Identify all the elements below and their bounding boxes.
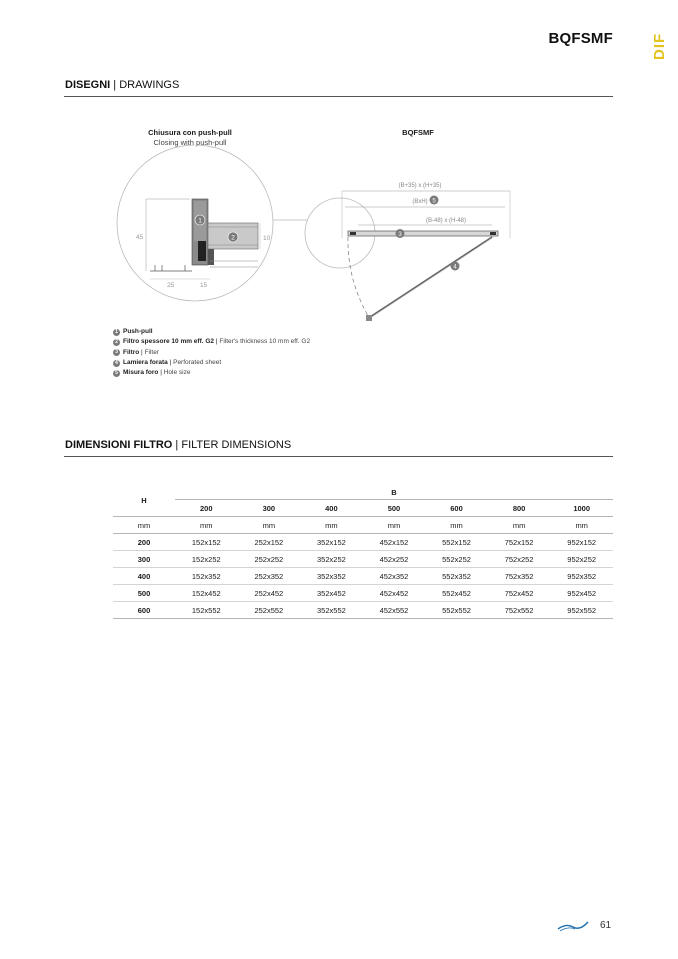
column-header: 500 xyxy=(363,500,426,517)
svg-text:5: 5 xyxy=(432,198,436,205)
column-header: 800 xyxy=(488,500,551,517)
unit-cell: mm xyxy=(425,517,488,534)
table-cell: 952x452 xyxy=(550,585,613,602)
row-h-value: 500 xyxy=(113,585,175,602)
legend-item-en: Filter xyxy=(144,348,160,356)
legend-item-it: Filtro spessore 10 mm eff. G2 xyxy=(123,338,215,346)
table-cell: 252x352 xyxy=(238,568,301,585)
legend-item: 5 Misura foro | Hole size xyxy=(113,368,310,378)
legend-badge: 4 xyxy=(113,360,120,367)
unit-cell: mm xyxy=(175,517,238,534)
table-cell: 152x152 xyxy=(175,534,238,551)
table-cell: 552x452 xyxy=(425,585,488,602)
table-cell: 352x352 xyxy=(300,568,363,585)
table-cell: 752x452 xyxy=(488,585,551,602)
unit-cell: mm xyxy=(300,517,363,534)
dimensions-heading-it: DIMENSIONI FILTRO xyxy=(65,439,173,451)
table-row xyxy=(113,534,613,551)
dim-inner2: (B-48) x (H-48) xyxy=(425,218,467,224)
table-row xyxy=(113,602,613,619)
row-h-value: 600 xyxy=(113,602,175,619)
unit-cell: mm xyxy=(113,517,175,534)
table-cell: 552x352 xyxy=(425,568,488,585)
svg-text:4: 4 xyxy=(453,264,457,271)
legend-item: 4 Lamiera forata | Perforated sheet xyxy=(113,358,310,368)
unit-cell: mm xyxy=(238,517,301,534)
table-cell: 452x452 xyxy=(363,585,426,602)
drawings-heading: DISEGNI | DRAWINGS xyxy=(65,79,180,91)
table-header-b-row xyxy=(113,485,613,500)
column-header: 1000 xyxy=(550,500,613,517)
detail-caption-en: Closing with push-pull xyxy=(153,138,227,147)
table-cell: 952x352 xyxy=(550,568,613,585)
table-cell: 252x252 xyxy=(238,551,301,568)
badge-1-icon xyxy=(195,215,205,225)
dim-15: 15 xyxy=(200,282,208,289)
table-cell: 952x252 xyxy=(550,551,613,568)
table-cell: 752x152 xyxy=(488,534,551,551)
badge-4-icon xyxy=(451,262,460,271)
dim-25: 25 xyxy=(167,282,175,289)
dim-outer: (B+35) x (H+35) xyxy=(398,183,442,189)
table-cell: 252x452 xyxy=(238,585,301,602)
svg-text:2: 2 xyxy=(231,234,235,242)
filter-dimensions-table xyxy=(113,485,613,619)
column-header: 600 xyxy=(425,500,488,517)
legend-item-it: Filtro xyxy=(123,348,140,356)
table-cell: 552x252 xyxy=(425,551,488,568)
unit-cell: mm xyxy=(550,517,613,534)
table-cell: 152x352 xyxy=(175,568,238,585)
legend-badge: 2 xyxy=(113,339,120,346)
dim-inner: (BxH) xyxy=(412,199,428,205)
table-cell: 352x552 xyxy=(300,602,363,619)
unit-row xyxy=(113,517,613,534)
table-cell: 452x352 xyxy=(363,568,426,585)
drawings-heading-en: DRAWINGS xyxy=(119,79,180,91)
row-h-value: 300 xyxy=(113,551,175,568)
table-row xyxy=(113,551,613,568)
drawings-rule xyxy=(64,96,613,97)
table-cell: 752x252 xyxy=(488,551,551,568)
push-pull-section xyxy=(146,199,260,279)
drawings-heading-it: DISEGNI xyxy=(65,79,111,91)
table-cell: 152x552 xyxy=(175,602,238,619)
dim-10: 10 xyxy=(263,235,271,242)
h-header: H xyxy=(141,496,147,505)
column-header: 200 xyxy=(175,500,238,517)
brand-wave-logo-icon xyxy=(557,920,589,932)
assembly-caption: BQFSMF xyxy=(402,128,434,137)
dimensions-heading: DIMENSIONI FILTRO | FILTER DIMENSIONS xyxy=(65,439,292,451)
table-cell: 952x552 xyxy=(550,602,613,619)
table-cell: 452x552 xyxy=(363,602,426,619)
table-cell: 252x152 xyxy=(238,534,301,551)
badge-2-icon xyxy=(228,232,238,242)
table-cell: 352x152 xyxy=(300,534,363,551)
legend-item: 2 Filtro spessore 10 mm eff. G2 | Filter's thickness 10 mm eff. G2 xyxy=(113,337,310,347)
table-cell: 752x352 xyxy=(488,568,551,585)
column-header: 400 xyxy=(300,500,363,517)
technical-drawing xyxy=(100,145,530,330)
table-row xyxy=(113,568,613,585)
unit-cell: mm xyxy=(488,517,551,534)
section-side-tab: DIF xyxy=(651,32,668,60)
table-cell: 552x152 xyxy=(425,534,488,551)
dimensions-heading-en: FILTER DIMENSIONS xyxy=(181,439,292,451)
table-cell: 552x552 xyxy=(425,602,488,619)
detail-caption-it: Chiusura con push-pull xyxy=(148,128,232,137)
legend-item-en: Hole size xyxy=(163,369,191,377)
badge-5-icon xyxy=(430,196,439,205)
table-cell: 352x452 xyxy=(300,585,363,602)
product-code: BQFSMF xyxy=(548,30,613,47)
table-cell: 452x152 xyxy=(363,534,426,551)
badge-3-icon xyxy=(396,229,405,238)
row-h-value: 400 xyxy=(113,568,175,585)
legend-item xyxy=(113,327,310,337)
b-header: B xyxy=(391,487,397,497)
page-number: 61 xyxy=(600,920,612,931)
legend-badge: 5 xyxy=(113,370,120,377)
legend-badge: 1 xyxy=(113,329,120,336)
legend-item-it: Misura foro xyxy=(123,369,159,377)
table-cell: 152x252 xyxy=(175,551,238,568)
legend-item-it: Push-pull xyxy=(123,328,153,335)
table-cell: 252x552 xyxy=(238,602,301,619)
drawing-legend xyxy=(113,327,310,378)
legend-item-it: Lamiera forata xyxy=(123,358,168,366)
unit-cell: mm xyxy=(363,517,426,534)
table-cell: 952x152 xyxy=(550,534,613,551)
row-h-value: 200 xyxy=(113,534,175,551)
legend-badge: 3 xyxy=(113,349,120,356)
dimensions-rule xyxy=(64,456,613,457)
table-cell: 352x252 xyxy=(300,551,363,568)
table-cell: 452x252 xyxy=(363,551,426,568)
legend-item-en: Filter's thickness 10 mm eff. G2 xyxy=(219,338,311,346)
svg-text:3: 3 xyxy=(398,232,402,238)
table-cell: 152x452 xyxy=(175,585,238,602)
table-column-row xyxy=(113,500,613,517)
column-header: 300 xyxy=(238,500,301,517)
legend-item: 3 Filtro | Filter xyxy=(113,348,310,358)
legend-item-en: Perforated sheet xyxy=(173,358,222,366)
table-row xyxy=(113,585,613,602)
table-cell: 752x552 xyxy=(488,602,551,619)
dim-45: 45 xyxy=(136,234,144,241)
svg-text:1: 1 xyxy=(198,217,202,225)
